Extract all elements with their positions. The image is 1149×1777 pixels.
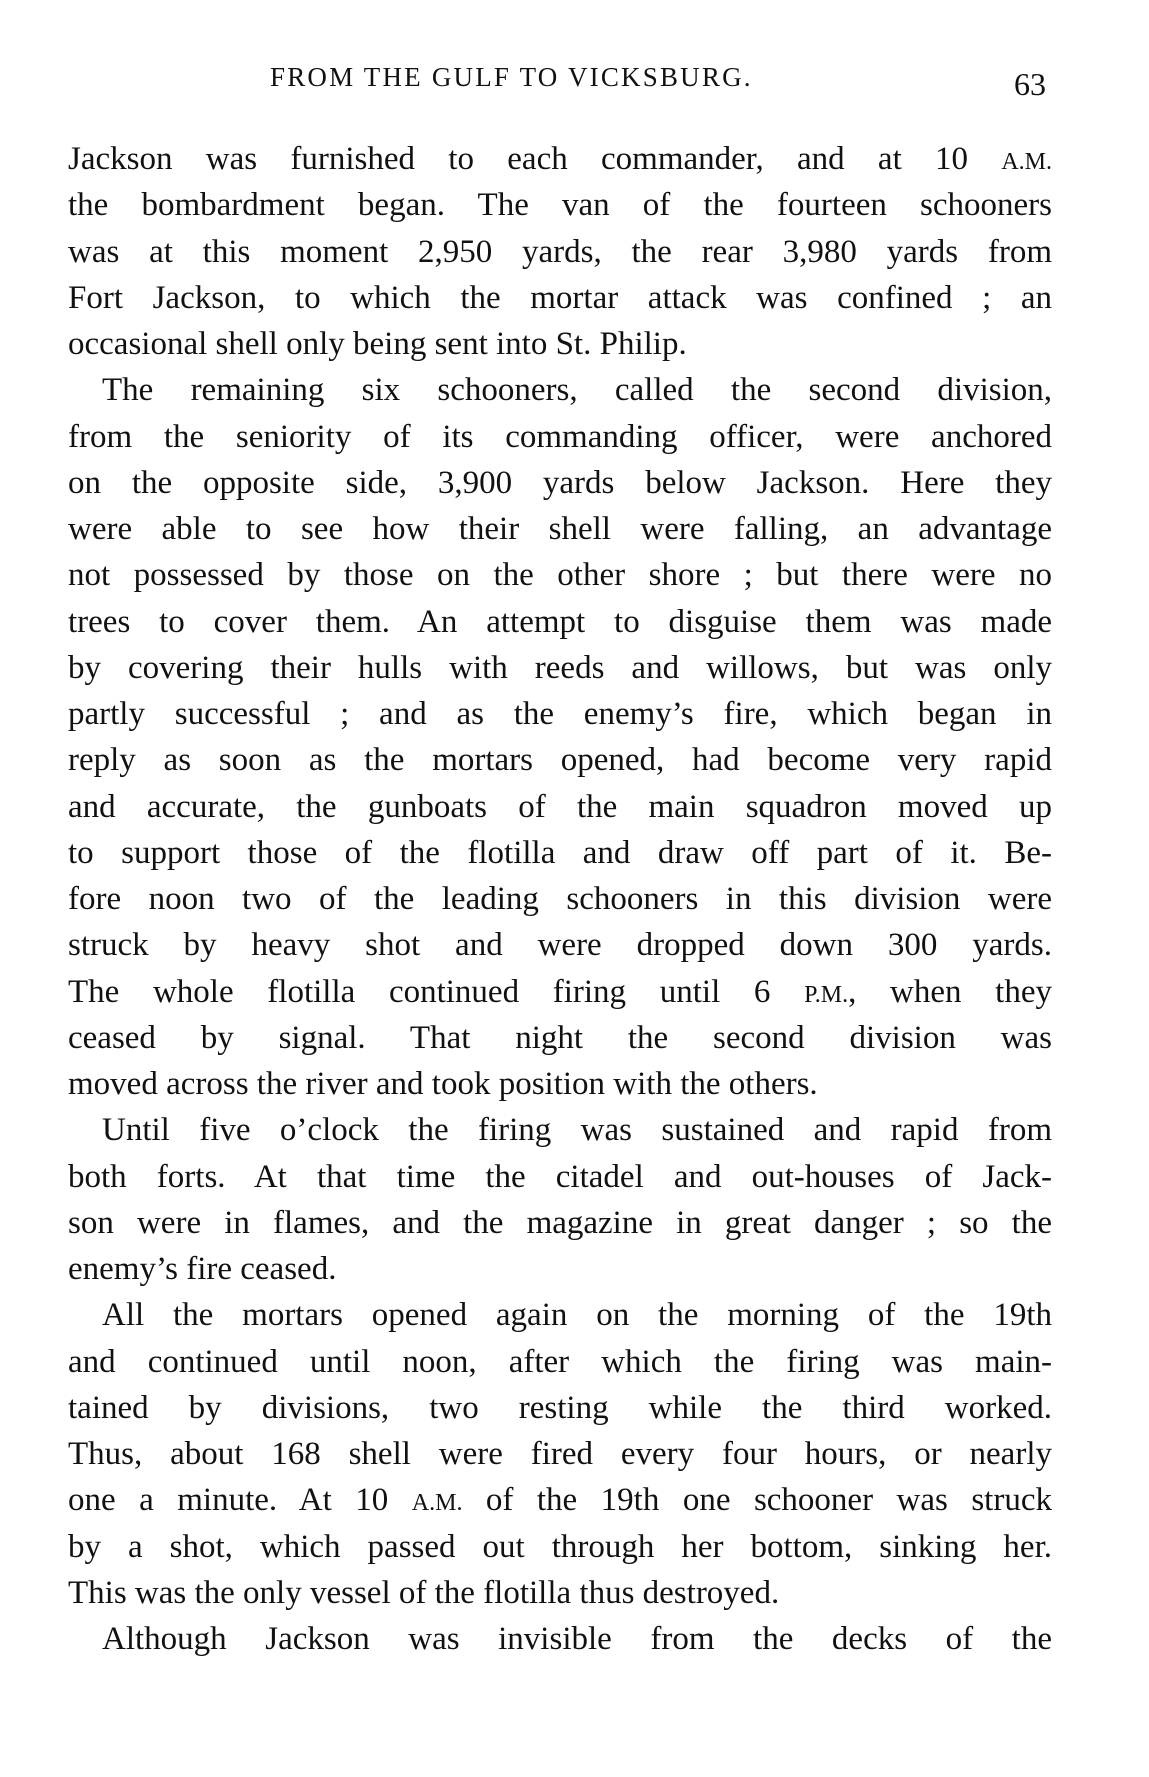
text-line: Thus, about 168 shell were fired every four hours, or nearly [68,1436,1052,1472]
body-text [68,136,1052,1662]
text-line: The whole flotilla continued firing until 6 P.M., when they [68,973,1052,1010]
text-line: tained by divisions, two resting while the third worked. [68,1389,1052,1426]
page-number: 63 [1014,66,1046,102]
text-line: struck by heavy shot and were dropped down 300 yards. [68,927,1052,964]
text-line: both forts. At that time the citadel and out-houses of Jack- [68,1158,1052,1195]
text-line: from the seniority of its commanding officer, were anchored [68,418,1052,455]
text-line: occasional shell only being sent into St. Philip. [68,326,687,362]
text-line: reply as soon as the mortars opened, had become very rapid [68,742,1052,779]
time-abbrev: A.M. [411,1490,463,1517]
text-line: Jackson was furnished to each commander, and at 10 A.M. [68,141,1052,177]
text-line: by covering their hulls with reeds and willows, but was only [68,649,1052,686]
text-line: on the opposite side, 3,900 yards below Jackson. Here they [68,464,1052,501]
text-line: partly successful ; and as the enemy’s fire, which began in [68,696,1052,732]
text-line: the bombardment began. The van of the fourteen schooners [68,187,1052,224]
running-title: FROM THE GULF TO VICKSBURG. [270,62,753,92]
text-line: All the mortars opened again on the morning of the 19th [102,1297,1052,1334]
time-abbrev: A.M. [1001,149,1052,175]
text-line: Until five o’clock the firing was sustained and rapid from [102,1112,1052,1149]
text-line: and accurate, the gunboats of the main squadron moved up [68,788,1052,825]
text-line: ceased by signal. That night the second division was [68,1019,1052,1056]
text-line: not possessed by those on the other shore ; but there were no [68,557,1052,594]
text-line: trees to cover them. An attempt to disguise them was made [68,603,1052,640]
text-line: Although Jackson was invisible from the decks of the [102,1621,1052,1657]
text-line: were able to see how their shell were falling, an advantage [68,511,1052,547]
text-line: fore noon two of the leading schooners in this division were [68,881,1052,917]
text-line: The remaining six schooners, called the second division, [102,372,1052,409]
text-line: enemy’s fire ceased. [68,1251,337,1287]
text-line: son were in flames, and the magazine in great danger ; so the [68,1204,1052,1241]
time-abbrev: P.M. [804,981,849,1008]
text-line: moved across the river and took position with the others. [68,1066,818,1102]
text-line: Fort Jackson, to which the mortar attack was confined ; an [68,279,1052,316]
text-line: to support those of the flotilla and draw off part of it. Be- [68,834,1052,871]
text-line: by a shot, which passed out through her bottom, sinking her. [68,1528,1052,1565]
text-line: and continued until noon, after which the firing was main- [68,1343,1052,1380]
text-line: was at this moment 2,950 yards, the rear 3,980 yards from [68,233,1052,270]
text-line: one a minute. At 10 A.M. of the 19th one schooner was struck [68,1482,1052,1519]
text-line: This was the only vessel of the flotilla thus destroyed. [68,1574,780,1611]
